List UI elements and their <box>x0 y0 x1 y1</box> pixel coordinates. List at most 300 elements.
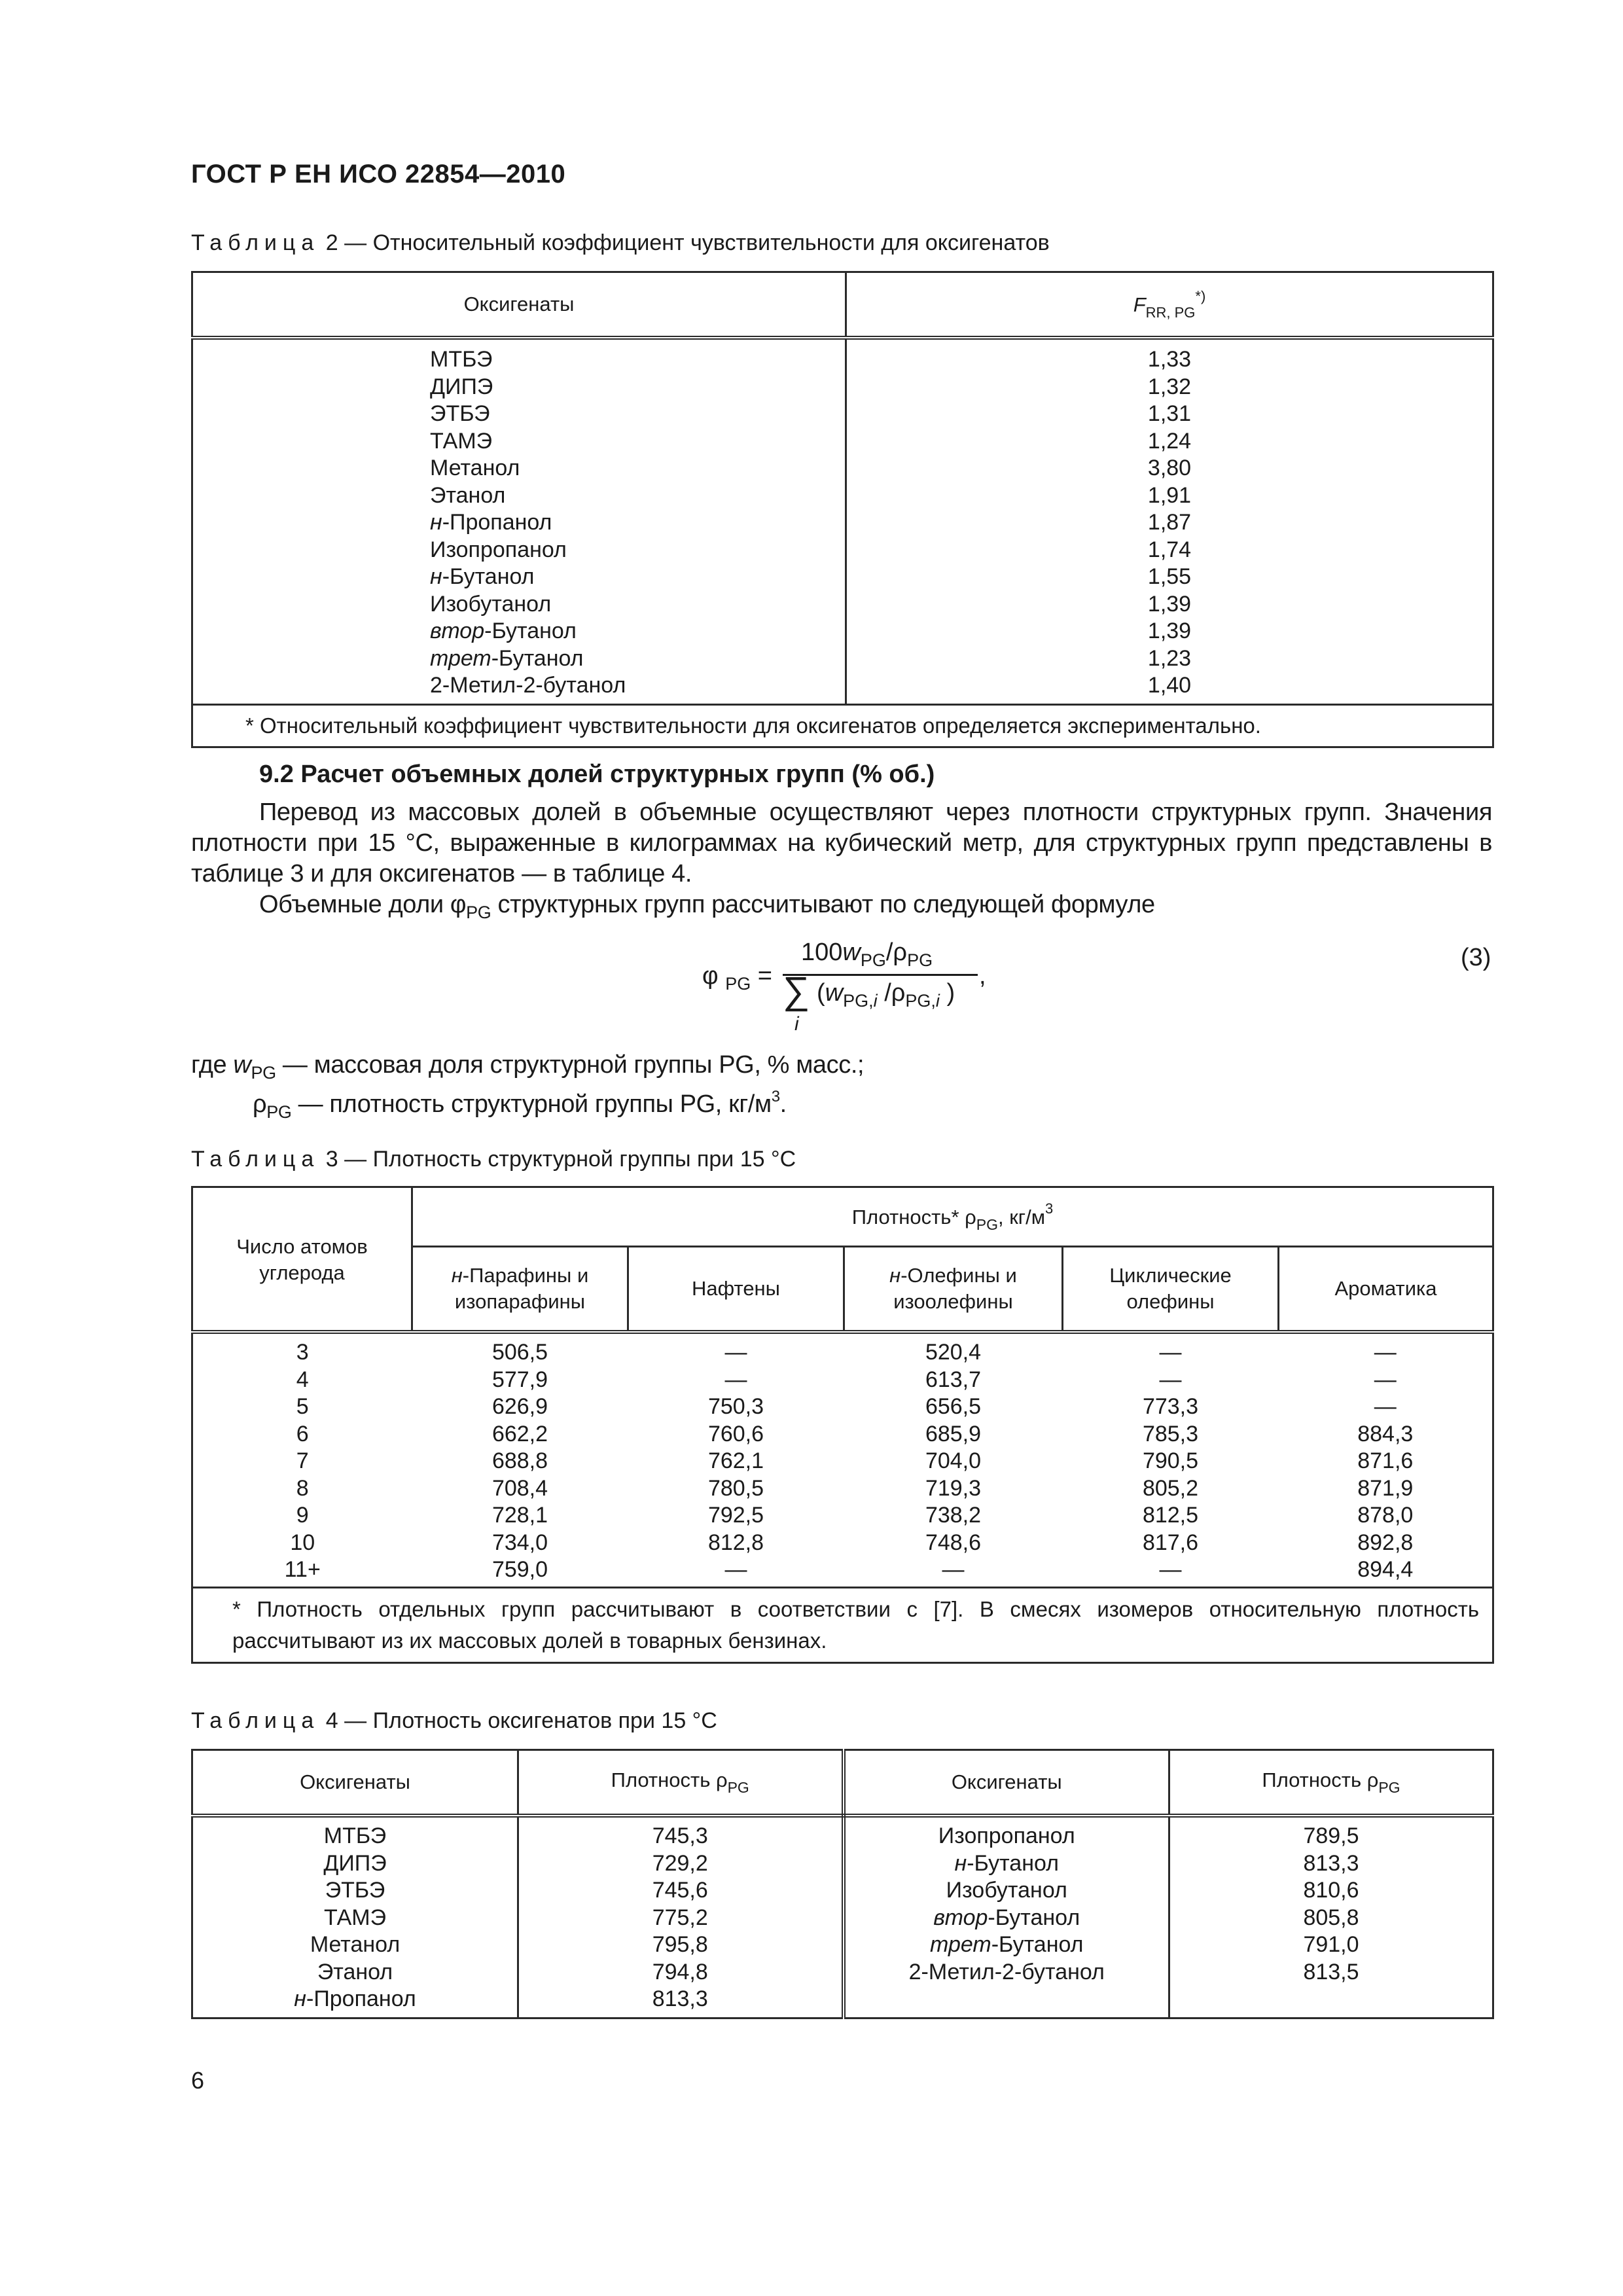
table4-value-row <box>1170 1877 1492 1905</box>
table3-cell <box>1063 1448 1279 1475</box>
frr-value: 1,91 <box>1147 482 1192 508</box>
table2-value-row <box>847 645 1492 673</box>
naphthenes-value: — <box>724 1340 747 1365</box>
aromatics-value: 878,0 <box>1357 1503 1414 1528</box>
table4-oxygenate-row <box>846 1823 1169 1850</box>
paragraph-1-text: Перевод из массовых долей в объемные осуществляют через плотности структурных групп. Значения плотности при 15 °С, выраженные в килограммах на кубический метр, для структурных групп представлены в таблице 3 и для оксигенатов — в таблице 4. <box>191 798 1492 888</box>
table2-value-list <box>846 338 1493 704</box>
table3-cell <box>193 1502 412 1530</box>
table3-cell <box>628 1448 844 1475</box>
table4-value-row <box>1170 1823 1492 1850</box>
frr-value: 1,33 <box>1147 347 1192 372</box>
table3-col-paraffins <box>412 1332 628 1587</box>
carbon-value: 5 <box>296 1394 309 1419</box>
formula-equals: = <box>757 962 772 990</box>
olefins-value: 748,6 <box>925 1530 982 1555</box>
density-value: 813,5 <box>1303 1959 1359 1984</box>
olefins-value: 656,5 <box>925 1394 982 1419</box>
table3-cell <box>193 1421 412 1448</box>
table2-oxygenate-row <box>430 672 845 700</box>
frr-value: 1,74 <box>1147 537 1192 562</box>
density-value: 795,8 <box>652 1932 708 1957</box>
table3 <box>191 1186 1494 1664</box>
naphthenes-value: 762,1 <box>707 1448 764 1473</box>
paraffins-value: 506,5 <box>491 1340 548 1365</box>
table2-oxygenate-row <box>430 346 845 374</box>
table2-value-row <box>847 618 1492 645</box>
table2-oxygenate-row <box>430 374 845 401</box>
table3-cell <box>628 1339 844 1367</box>
table3-cell <box>628 1530 844 1557</box>
sum-symbol: ∑ <box>783 969 810 1012</box>
density-value: 745,3 <box>652 1823 708 1848</box>
frr-value: 1,24 <box>1147 428 1192 454</box>
table2-value-row <box>847 591 1492 619</box>
section-paragraph-1 <box>191 797 1492 889</box>
table3-cell <box>412 1367 628 1394</box>
formula-phi: φ <box>702 962 719 990</box>
oxygenate-name: Изопропанол <box>430 537 567 562</box>
table3-cell <box>628 1502 844 1530</box>
carbon-value: 4 <box>296 1367 309 1392</box>
where-w: w <box>233 1051 251 1079</box>
aromatics-value: 884,3 <box>1357 1421 1414 1446</box>
table3-header-paraffins <box>412 1247 628 1333</box>
carbon-header-text: Число атомов углерода <box>236 1235 368 1284</box>
cyclic-olefins-value: — <box>1159 1367 1182 1392</box>
where-w-sub: PG <box>251 1063 276 1083</box>
table4-oxygenate-row <box>193 1823 517 1850</box>
table3-header-carbon <box>192 1187 412 1333</box>
carbon-value: 6 <box>296 1421 309 1446</box>
table3-cell <box>1063 1421 1279 1448</box>
oxygenate-name: Изобутанол <box>946 1878 1067 1903</box>
density-value: 775,2 <box>652 1905 708 1930</box>
table2-oxygenate-row <box>430 564 845 591</box>
oxygenate-name: Метанол <box>310 1932 401 1957</box>
paraffins-value: 662,2 <box>491 1421 548 1446</box>
table2-value-row <box>847 672 1492 700</box>
table4-caption-text: 4 — Плотность оксигенатов при 15 °С <box>325 1708 717 1733</box>
table4-value-row <box>519 1959 842 1986</box>
table4-oxygenate-row <box>193 1877 517 1905</box>
aromatics-value: 871,6 <box>1357 1448 1414 1473</box>
table4 <box>191 1749 1494 2019</box>
naphthenes-value: 760,6 <box>707 1421 764 1446</box>
den-rho-sub-pg: PG, <box>905 991 936 1011</box>
cyclic-olefins-value: 805,2 <box>1142 1475 1199 1501</box>
table4-value-row <box>1170 1931 1492 1959</box>
formula-numerator <box>801 939 933 971</box>
table4-oxygenate-row <box>193 1959 517 1986</box>
table4-value-row <box>519 1986 842 2013</box>
formula-phi-sub: PG <box>725 974 751 994</box>
table3-cell <box>844 1339 1063 1367</box>
density-value: 729,2 <box>652 1850 708 1876</box>
table2-header-frr <box>846 272 1493 338</box>
oxygenate-prefix: н <box>294 1986 307 2011</box>
table3-cell <box>628 1367 844 1394</box>
table2-value-row <box>847 537 1492 564</box>
frr-value: 1,40 <box>1147 673 1192 698</box>
table3-cell <box>1063 1475 1279 1503</box>
table4-header-density-left <box>518 1750 844 1816</box>
table2-value-row <box>847 346 1492 374</box>
table3-cell <box>1279 1339 1493 1367</box>
where-rho-sup: 3 <box>771 1088 780 1105</box>
document-header: ГОСТ Р ЕН ИСО 22854—2010 <box>191 160 566 188</box>
table3-cell <box>412 1393 628 1421</box>
formula-comma: , <box>979 962 986 990</box>
table3-cell <box>1063 1339 1279 1367</box>
den-rho-sub <box>905 991 940 1011</box>
oxygenate-prefix: н <box>430 564 442 589</box>
where-rho-sub: PG <box>266 1102 292 1122</box>
table2-oxygenate-row <box>430 401 845 428</box>
table3-cell <box>1063 1556 1279 1584</box>
naphthenes-value: 780,5 <box>707 1475 764 1501</box>
frr-value: 1,55 <box>1147 564 1192 589</box>
table3-cell <box>844 1421 1063 1448</box>
table2-value-row <box>847 509 1492 537</box>
olefins-value: — <box>942 1557 965 1582</box>
table3-header-row-1 <box>192 1187 1493 1247</box>
table3-cell <box>412 1339 628 1367</box>
table3-cell <box>412 1475 628 1503</box>
carbon-value: 7 <box>296 1448 309 1473</box>
table3-cell <box>193 1393 412 1421</box>
den-open: ( <box>817 979 825 1007</box>
num-w: w <box>842 939 861 966</box>
table3-cell <box>1063 1393 1279 1421</box>
paraffins-value: 708,4 <box>491 1475 548 1501</box>
paraffins-value: 577,9 <box>491 1367 548 1392</box>
oxygenate-name: 2-Метил-2-бутанол <box>430 673 626 698</box>
table2-oxygenate-row <box>430 591 845 619</box>
oxygenate-name: ДИПЭ <box>323 1850 387 1876</box>
table4-value-row <box>519 1850 842 1878</box>
table4-oxygenate-row <box>193 1986 517 2013</box>
table3-cell <box>1063 1367 1279 1394</box>
density-value: 745,6 <box>652 1878 708 1903</box>
carbon-value: 11+ <box>284 1557 321 1582</box>
paragraph-2-text-b: структурных групп рассчитывают по следующей формуле <box>491 891 1155 918</box>
table4-oxygenate-row <box>193 1931 517 1959</box>
num-100: 100 <box>801 939 843 966</box>
num-rho: /ρ <box>885 939 908 966</box>
table3-cell <box>1063 1530 1279 1557</box>
aromatics-text: Ароматика <box>1334 1277 1437 1300</box>
den-rho-sub-i: i <box>935 991 940 1011</box>
table4-body-row <box>192 1816 1493 2018</box>
table4-header-row <box>192 1750 1493 1816</box>
paraffins-value: 728,1 <box>491 1503 548 1528</box>
den-w: w <box>825 979 844 1007</box>
aromatics-value: — <box>1374 1340 1397 1365</box>
table3-cell <box>193 1448 412 1475</box>
cyclic-olefins-text: Циклические олефины <box>1109 1264 1232 1313</box>
table3-cell <box>412 1556 628 1584</box>
table3-header-density <box>412 1187 1493 1247</box>
density-value: 813,3 <box>1303 1850 1359 1876</box>
table4-value-row <box>1170 1905 1492 1932</box>
oxygenate-name: -Бутанол <box>991 1932 1084 1957</box>
den-w-sub <box>843 991 878 1011</box>
table3-cell <box>193 1339 412 1367</box>
table4-oxygenate-row <box>846 1850 1169 1878</box>
table3-body-row <box>192 1332 1493 1587</box>
table2-footnote: * Относительный коэффициент чувствительности для оксигенатов определяется экспериментально. <box>192 704 1493 747</box>
naphthenes-value: 812,8 <box>707 1530 764 1555</box>
oxygenate-name: МТБЭ <box>323 1823 387 1848</box>
table3-cell <box>193 1367 412 1394</box>
table3-cell <box>1063 1502 1279 1530</box>
density-header-a: Плотность* ρ <box>851 1205 976 1229</box>
olefins-value: 613,7 <box>925 1367 982 1392</box>
aromatics-value: — <box>1374 1394 1397 1419</box>
oxygenate-prefix: трет <box>430 645 491 671</box>
naphthenes-value: 750,3 <box>707 1394 764 1419</box>
paraffins-text: -Парафины и изопарафины <box>454 1264 589 1313</box>
carbon-value: 10 <box>290 1530 315 1555</box>
density-left-sub: PG <box>727 1778 749 1796</box>
table4-header-oxy-left: Оксигенаты <box>192 1750 518 1816</box>
sum-index <box>794 1013 799 1035</box>
table3-cell <box>412 1448 628 1475</box>
page-number: 6 <box>191 2067 205 2094</box>
table3-header-aromatics <box>1279 1247 1493 1333</box>
frr-value: 1,31 <box>1147 401 1192 426</box>
table2-value-row <box>847 564 1492 591</box>
oxygenate-name: МТБЭ <box>430 347 493 372</box>
cyclic-olefins-value: 817,6 <box>1142 1530 1199 1555</box>
frr-value: 1,23 <box>1147 645 1192 671</box>
oxygenate-name: -Бутанол <box>484 619 577 643</box>
density-value: 813,3 <box>652 1986 708 2011</box>
oxygenate-name: ТАМЭ <box>430 428 493 454</box>
naphthenes-text: Нафтены <box>692 1277 780 1300</box>
where-prefix: где <box>191 1051 234 1079</box>
table2-body-row <box>192 338 1493 704</box>
frr-superscript: *) <box>1195 287 1206 304</box>
density-header-sub: PG <box>976 1215 998 1233</box>
frr-value: 1,87 <box>1147 510 1192 535</box>
table3-cell <box>628 1556 844 1584</box>
where-rho-text: — плотность структурной группы PG, кг/м <box>291 1090 772 1118</box>
table4-value-row <box>519 1931 842 1959</box>
table2-value-row <box>847 482 1492 510</box>
table2-oxygenate-row <box>430 428 845 456</box>
cyclic-olefins-value: 812,5 <box>1142 1503 1199 1528</box>
table3-cell <box>412 1421 628 1448</box>
table4-right-names <box>844 1816 1169 2018</box>
oxygenate-name: ДИПЭ <box>430 374 493 399</box>
sum-index-i: i <box>794 1013 799 1035</box>
carbon-value: 8 <box>296 1475 309 1501</box>
table4-oxygenate-row <box>846 1959 1169 1986</box>
table3-cell <box>844 1393 1063 1421</box>
oxygenate-name: 2-Метил-2-бутанол <box>908 1959 1105 1984</box>
frr-subscript: RR, PG <box>1145 304 1196 321</box>
table2-oxygenate-row <box>430 509 845 537</box>
density-right-sub: PG <box>1378 1778 1400 1796</box>
table3-cell <box>844 1556 1063 1584</box>
oxygenate-name: Этанол <box>317 1959 393 1984</box>
equation-number: (3) <box>1461 944 1491 971</box>
fraction-bar <box>783 974 978 976</box>
table4-header-oxy-right: Оксигенаты <box>844 1750 1169 1816</box>
table4-left-names <box>192 1816 518 2018</box>
table2-value-row <box>847 374 1492 401</box>
table2-caption <box>191 230 1050 256</box>
table3-caption-word: Таблица <box>191 1147 320 1172</box>
oxygenate-prefix: втор <box>933 1905 988 1930</box>
table2-caption-text: 2 — Относительный коэффициент чувствительности для оксигенатов <box>325 230 1050 255</box>
olefins-value: 520,4 <box>925 1340 982 1365</box>
table3-col-carbon <box>192 1332 412 1587</box>
table2-oxygenate-row <box>430 618 845 645</box>
table4-left-values <box>518 1816 844 2018</box>
aromatics-value: 892,8 <box>1357 1530 1414 1555</box>
oxygenate-name: -Бутанол <box>491 645 584 671</box>
section-paragraph-2 <box>191 889 1492 928</box>
table3-cell <box>193 1475 412 1503</box>
table3-cell <box>1279 1448 1493 1475</box>
paraffins-value: 734,0 <box>491 1530 548 1555</box>
table3-cell <box>628 1475 844 1503</box>
where-rho: ρ <box>253 1090 267 1118</box>
table3-cell <box>1279 1421 1493 1448</box>
paragraph-2-text-a: Объемные доли φ <box>259 891 467 918</box>
density-value: 791,0 <box>1303 1932 1359 1957</box>
olefins-value: 719,3 <box>925 1475 982 1501</box>
table3-cell <box>1279 1475 1493 1503</box>
density-header-sup: 3 <box>1045 1200 1054 1217</box>
cyclic-olefins-value: — <box>1159 1340 1182 1365</box>
formula-lhs <box>702 962 772 994</box>
table3-footnote: * Плотность отдельных групп рассчитывают в соответствии с [7]. В смесях изомеров относительную плотность рассчитывают из их массовых долей в товарных бензинах. <box>192 1587 1493 1662</box>
oxygenate-name: Этанол <box>430 482 506 508</box>
table2-caption-word: Таблица <box>191 230 320 255</box>
table3-cell <box>412 1530 628 1557</box>
oxygenate-name: -Пропанол <box>442 510 552 535</box>
carbon-value: 9 <box>296 1503 309 1528</box>
table2-note-row <box>192 704 1493 747</box>
cyclic-olefins-value: 785,3 <box>1142 1421 1199 1446</box>
cyclic-olefins-value: — <box>1159 1557 1182 1582</box>
naphthenes-value: — <box>724 1557 747 1582</box>
table4-value-row <box>1170 1959 1492 1986</box>
table3-col-olefins <box>844 1332 1063 1587</box>
table3-cell <box>1279 1502 1493 1530</box>
density-left-a: Плотность ρ <box>611 1768 728 1791</box>
oxygenate-prefix: трет <box>930 1932 991 1957</box>
oxygenate-prefix: н <box>430 510 442 535</box>
oxygenate-name: ЭТБЭ <box>430 401 490 426</box>
den-close: ) <box>946 979 955 1007</box>
table3-col-cyclic-olefins <box>1063 1332 1279 1587</box>
table4-oxygenate-row <box>193 1905 517 1932</box>
naphthenes-value: — <box>724 1367 747 1392</box>
table4-oxygenate-row <box>846 1931 1169 1959</box>
formula-denominator <box>817 979 955 1011</box>
table4-oxygenate-row <box>846 1877 1169 1905</box>
den-w-sub-i: i <box>873 991 878 1011</box>
table4-right-values <box>1169 1816 1493 2018</box>
table4-caption <box>191 1708 717 1734</box>
table2-header-row <box>192 272 1493 338</box>
oxygenate-name: ЭТБЭ <box>325 1878 385 1903</box>
frr-value: 1,39 <box>1147 619 1192 643</box>
table2-header-oxygenates: Оксигенаты <box>192 272 846 338</box>
table3-cell <box>628 1393 844 1421</box>
density-value: 810,6 <box>1303 1878 1359 1903</box>
table3-header-cyclic-olefins <box>1063 1247 1279 1333</box>
oxygenate-prefix: втор <box>430 619 485 643</box>
where-w-text: — массовая доля структурной группы PG, % масс.; <box>276 1051 865 1079</box>
paraffins-value: 626,9 <box>491 1394 548 1419</box>
oxygenate-name: -Бутанол <box>967 1850 1059 1876</box>
table3-cell <box>1279 1393 1493 1421</box>
cyclic-olefins-value: 790,5 <box>1142 1448 1199 1473</box>
table4-value-row <box>519 1823 842 1850</box>
table3-cell <box>844 1448 1063 1475</box>
table3-col-aromatics <box>1279 1332 1493 1587</box>
table2-oxygenate-list <box>192 338 846 704</box>
table2-value-row <box>847 455 1492 482</box>
table3-cell <box>193 1530 412 1557</box>
table2-oxygenate-row <box>430 645 845 673</box>
where-line-2 <box>253 1081 1431 1128</box>
section-title: 9.2 Расчет объемных долей структурных групп (% об.) <box>259 761 935 788</box>
table4-caption-word: Таблица <box>191 1708 320 1733</box>
table4-value-row <box>519 1905 842 1932</box>
olefins-value: 704,0 <box>925 1448 982 1473</box>
oxygenate-name: Метанол <box>430 456 520 480</box>
table3-cell <box>844 1530 1063 1557</box>
paraffins-value: 759,0 <box>491 1557 548 1582</box>
table3-cell <box>844 1475 1063 1503</box>
table3-cell <box>1279 1556 1493 1584</box>
olefins-value: 738,2 <box>925 1503 982 1528</box>
oxygenate-prefix: н <box>954 1850 967 1876</box>
oxygenate-name: Изобутанол <box>430 591 552 617</box>
oxygenate-name: -Бутанол <box>988 1905 1080 1930</box>
table3-cell <box>1279 1367 1493 1394</box>
frr-value: 1,32 <box>1147 374 1192 399</box>
density-value: 794,8 <box>652 1959 708 1984</box>
olefins-value: 685,9 <box>925 1421 982 1446</box>
table3-header-naphthenes <box>628 1247 844 1333</box>
oxygenate-name: -Пропанол <box>306 1986 416 2011</box>
table3-header-olefins <box>844 1247 1063 1333</box>
aromatics-value: 894,4 <box>1357 1557 1414 1582</box>
naphthenes-value: 792,5 <box>707 1503 764 1528</box>
table2-value-row <box>847 428 1492 456</box>
where-rho-end: . <box>779 1090 787 1118</box>
frr-value: 3,80 <box>1147 456 1192 480</box>
paragraph-2-sub: PG <box>466 903 491 922</box>
oxygenate-name: -Бутанол <box>442 564 535 589</box>
aromatics-value: 871,9 <box>1357 1475 1414 1501</box>
table4-header-density-right <box>1169 1750 1493 1816</box>
table4-value-row <box>1170 1850 1492 1878</box>
table2-oxygenate-row <box>430 482 845 510</box>
cyclic-olefins-value: 773,3 <box>1142 1394 1199 1419</box>
olefins-text: -Олефины и изоолефины <box>893 1264 1017 1313</box>
density-value: 789,5 <box>1303 1823 1359 1848</box>
density-right-a: Плотность ρ <box>1262 1768 1379 1791</box>
